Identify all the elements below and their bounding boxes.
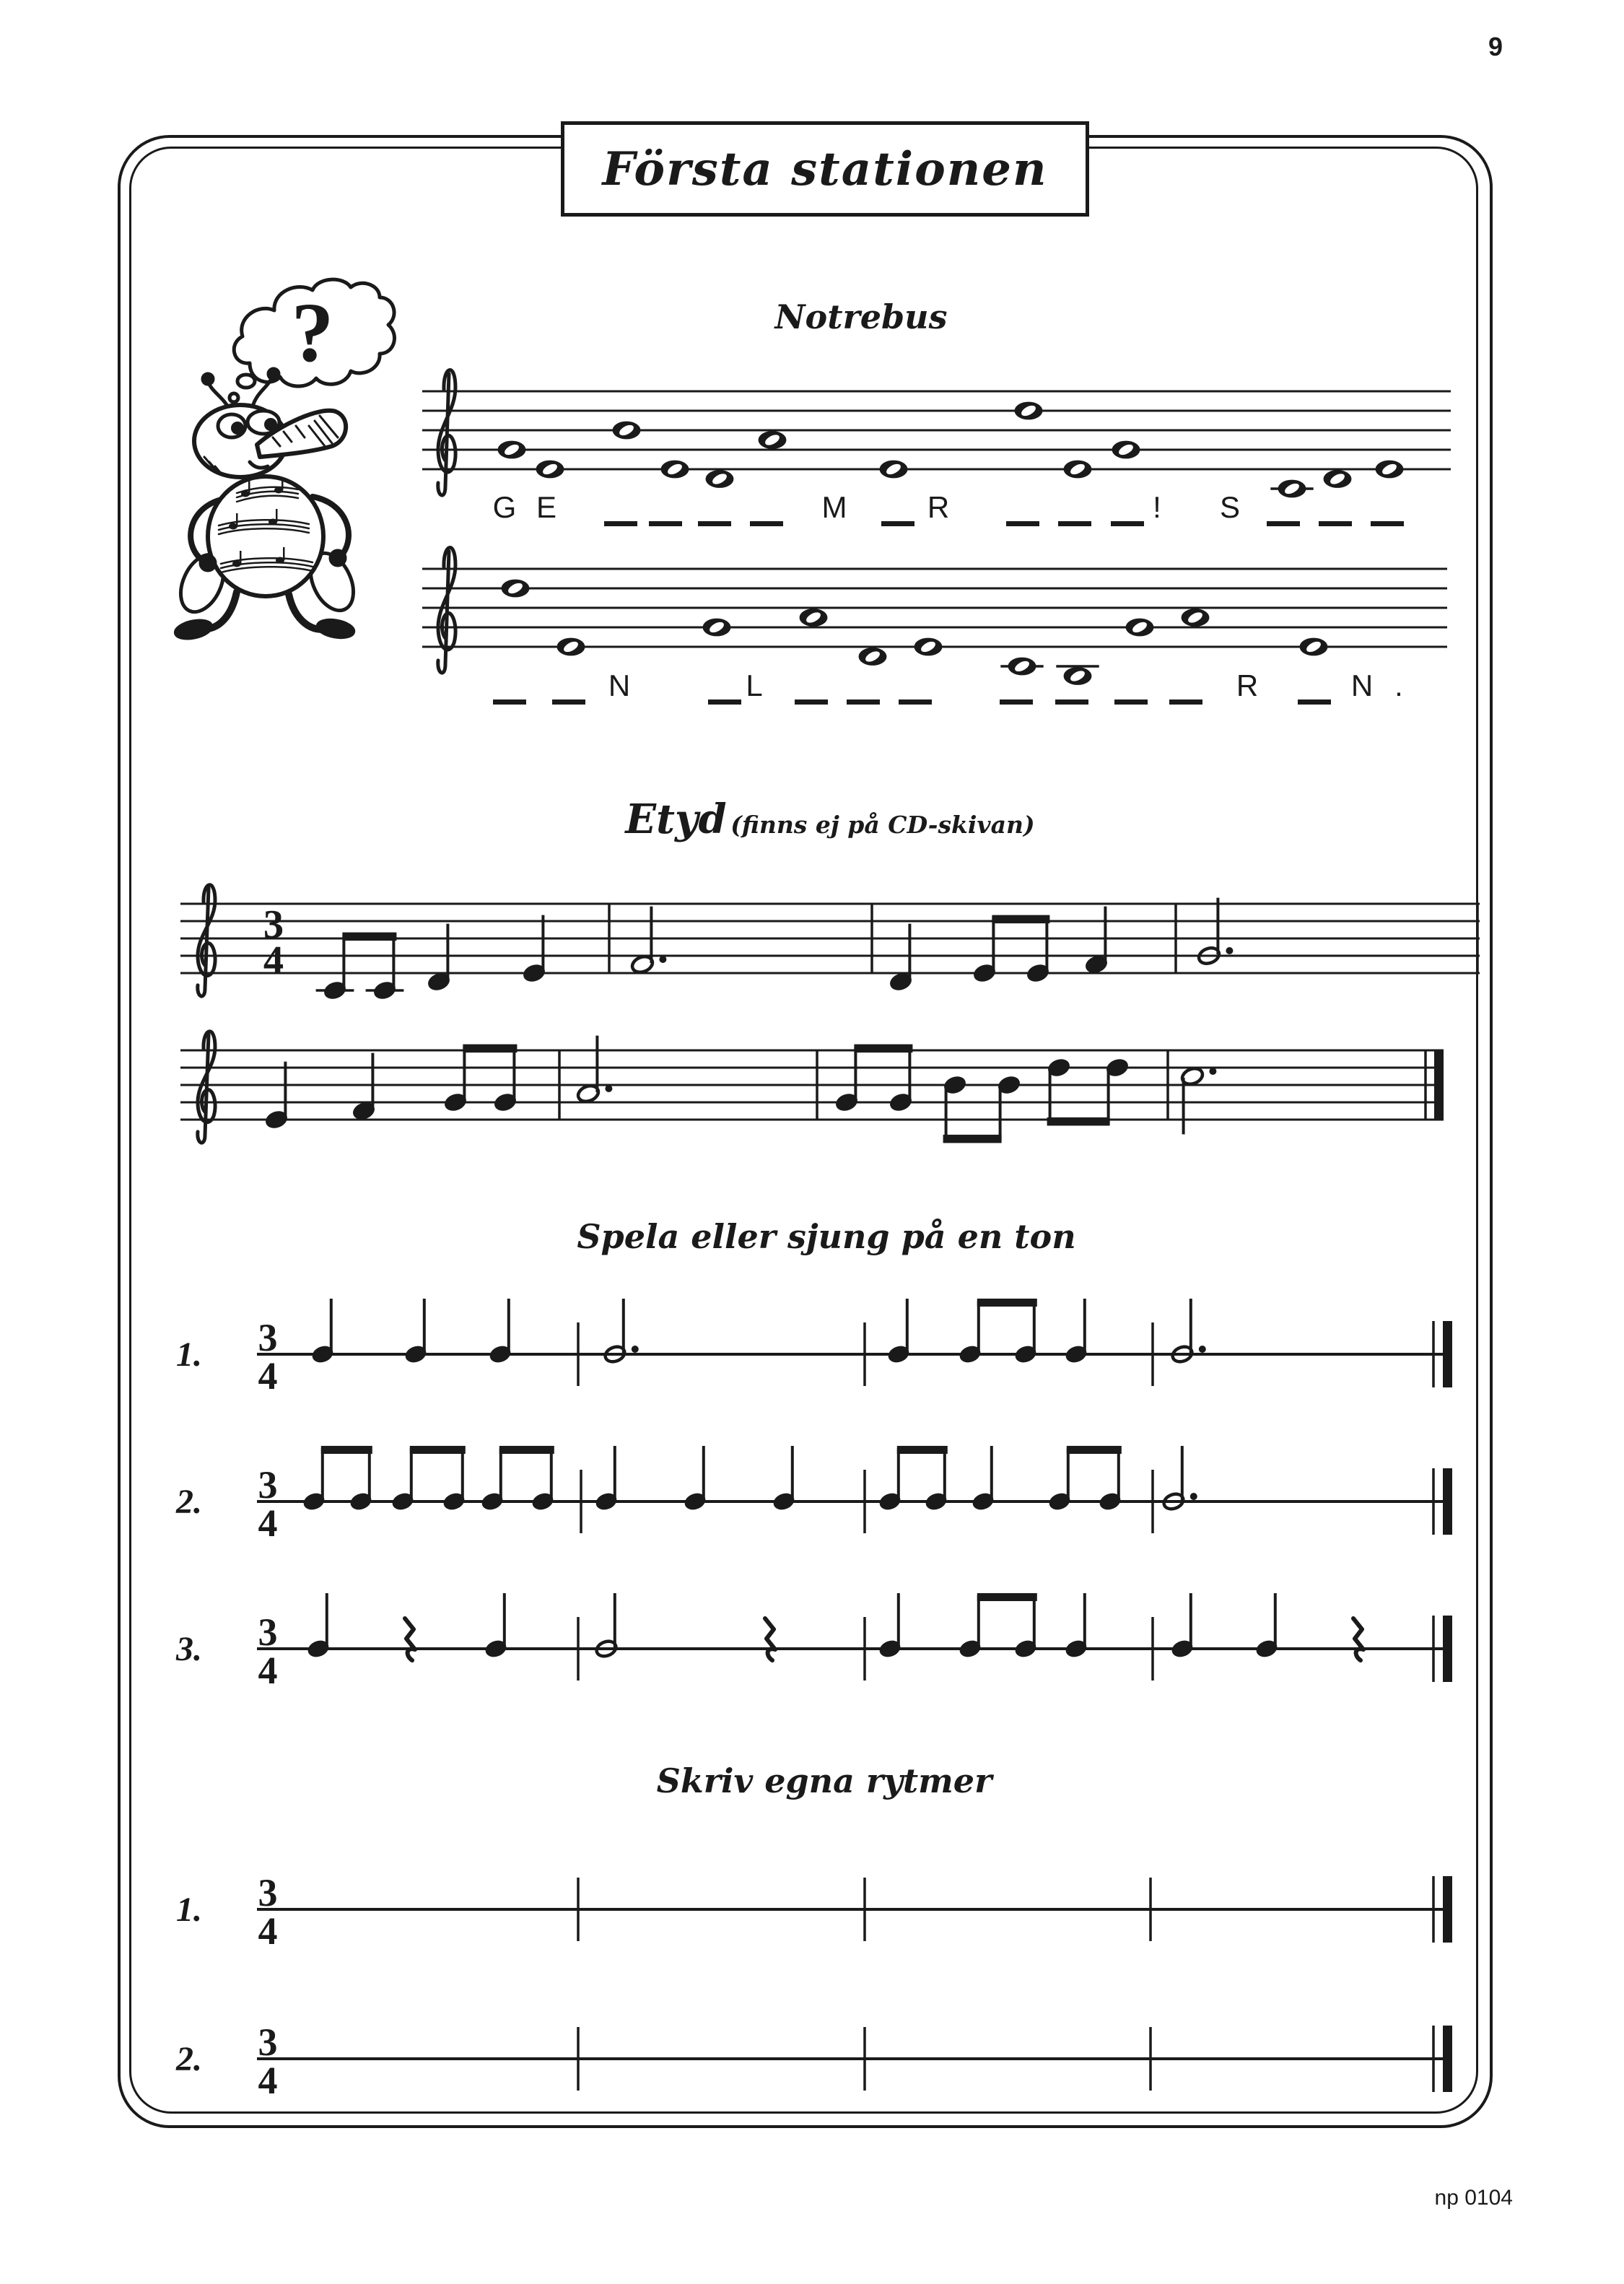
mascot-body <box>208 476 323 596</box>
foot-right <box>316 618 354 640</box>
svg-text:3: 3 <box>258 1871 278 1914</box>
etyd-heading: Etyd (finns ej på CD-skivan) <box>625 796 1035 843</box>
etyd-note: (finns ej på CD-skivan) <box>730 811 1035 839</box>
print-code: np 0104 <box>1434 2186 1513 2210</box>
notrebus-staff-2 <box>422 548 1447 685</box>
svg-text:4: 4 <box>258 1501 278 1545</box>
svg-text:3.: 3. <box>176 1630 202 1668</box>
thought-bubble-tiny <box>230 393 238 402</box>
blank-rhythm-line-2 <box>175 2021 1452 2102</box>
svg-text:3: 3 <box>258 1463 278 1507</box>
svg-text:E: E <box>536 490 557 524</box>
hand-right <box>331 551 345 565</box>
hand-left <box>201 556 215 570</box>
svg-text:N: N <box>1350 668 1374 702</box>
notrebus-mascot-illustration <box>165 273 403 677</box>
svg-text:.: . <box>1394 668 1403 702</box>
svg-text:3: 3 <box>258 1610 278 1654</box>
svg-text:4: 4 <box>258 1649 278 1692</box>
page-number: 9 <box>1488 32 1503 61</box>
svg-text:R: R <box>1236 668 1259 702</box>
blank-rhythm-line-1 <box>176 1871 1452 1953</box>
svg-text:4: 4 <box>263 938 284 984</box>
foot-left <box>174 618 212 641</box>
svg-text:M: M <box>821 490 847 524</box>
svg-text:2.: 2. <box>176 2040 202 2078</box>
svg-text:N: N <box>608 668 631 702</box>
svg-text:4: 4 <box>258 2059 278 2102</box>
spela-heading: Spela eller sjung på en ton <box>577 1217 1076 1256</box>
svg-text:S: S <box>1219 490 1241 524</box>
svg-text:2.: 2. <box>176 1483 202 1521</box>
svg-text:!: ! <box>1153 490 1161 524</box>
rhythm-exercise-3 <box>175 1593 1452 1692</box>
title-box <box>561 121 1089 217</box>
notrebus-answer-row-2 <box>493 668 1403 705</box>
rhythm-exercise-1 <box>176 1299 1452 1398</box>
svg-text:L: L <box>746 668 763 702</box>
svg-text:4: 4 <box>258 1909 278 1953</box>
skriv-heading: Skriv egna rytmer <box>656 1761 992 1800</box>
page-title: Första stationen <box>602 141 1048 196</box>
svg-text:3: 3 <box>263 902 284 947</box>
svg-text:3: 3 <box>258 2021 278 2064</box>
svg-text:R: R <box>927 490 950 524</box>
thought-bubble-small <box>237 375 255 388</box>
svg-text:3: 3 <box>258 1316 278 1359</box>
notrebus-staff-1 <box>422 370 1451 498</box>
etyd-staff-2 <box>180 1032 1444 1143</box>
svg-text:1.: 1. <box>176 1891 202 1929</box>
etyd-staff-1 <box>180 885 1480 1001</box>
rhythm-exercise-2 <box>175 1446 1452 1545</box>
question-mark: ? <box>291 285 334 380</box>
svg-text:G: G <box>492 490 517 524</box>
notrebus-heading: Notrebus <box>774 297 948 336</box>
svg-text:1.: 1. <box>176 1335 202 1374</box>
svg-text:4: 4 <box>258 1354 278 1398</box>
notrebus-answer-row-1 <box>493 490 1404 526</box>
